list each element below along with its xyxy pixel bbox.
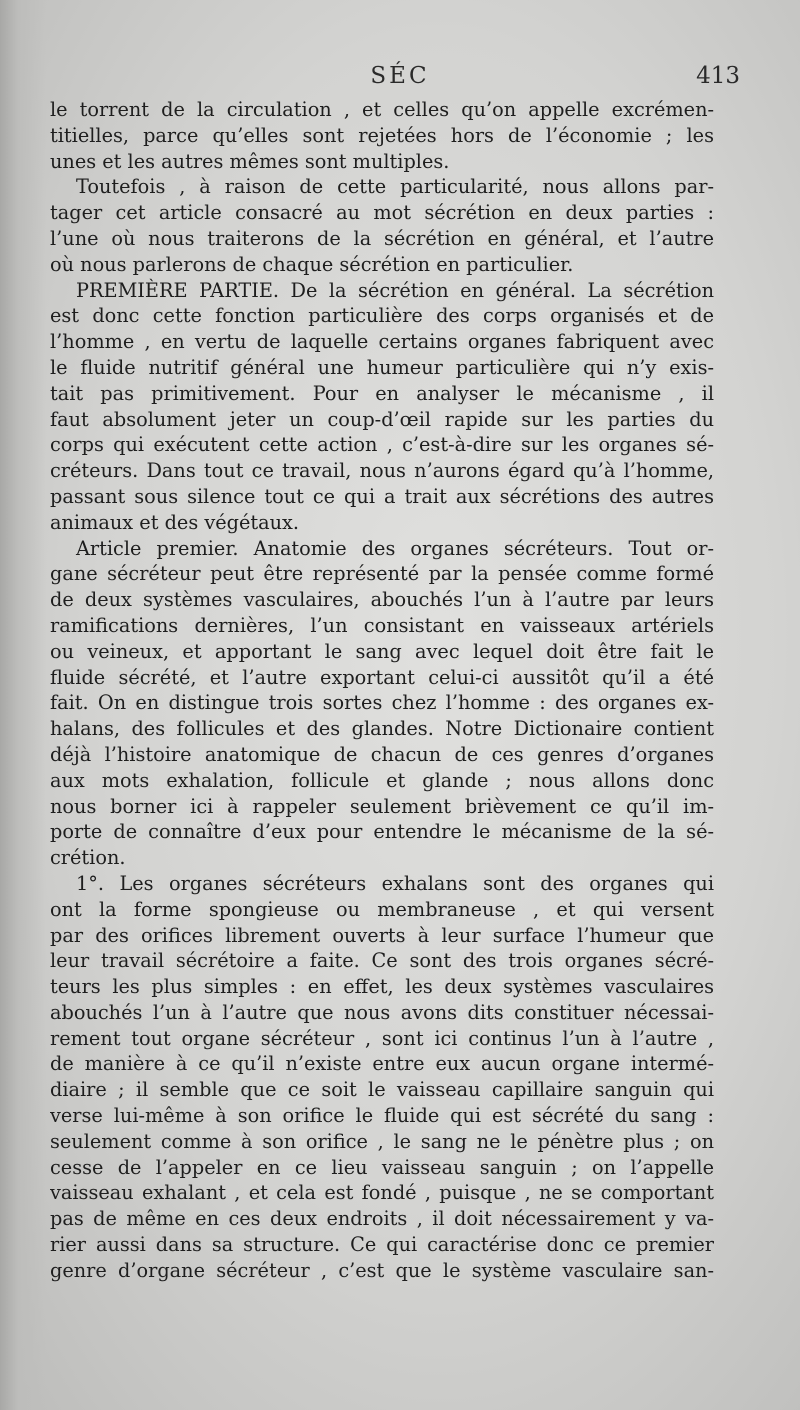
- text-line: passant sous silence tout ce qui a trait aux sécrétions des autres: [50, 484, 714, 508]
- text-line: [50, 1284, 714, 1310]
- text-line: porte de connaître d’eux pour entendre le mécanisme de la sé-: [50, 820, 714, 844]
- text-line: aux mots exhalation, follicule et glande ; nous allons donc: [50, 768, 714, 792]
- text-line: leur travail sécrétoire a faite. Ce sont des trois organes sécré-: [50, 949, 714, 973]
- text-line: titielles, parce qu’elles sont rejetées hors de l’économie ; les: [50, 123, 714, 147]
- text-line: nous borner ici à rappeler seulement brièvement ce qu’il im-: [50, 794, 714, 818]
- text-line: créteurs. Dans tout ce travail, nous n’aurons égard qu’à l’homme,: [50, 459, 714, 483]
- body-text: [50, 97, 714, 1309]
- text-line: est donc cette fonction particulière des corps organisés et de: [50, 304, 714, 328]
- text-line: fait. On en distingue trois sortes chez l’homme : des organes ex-: [50, 691, 714, 715]
- text-line: halans, des follicules et des glandes. Notre Dictionaire contient: [50, 717, 714, 741]
- text-line: pas de même en ces deux endroits , il doit nécessairement y va-: [50, 1207, 714, 1231]
- text-line: rier aussi dans sa structure. Ce qui caractérise donc ce premier: [50, 1233, 714, 1257]
- text-line: déjà l’histoire anatomique de chacun de ces genres d’organes: [50, 742, 714, 766]
- text-line: cesse de l’appeler en ce lieu vaisseau sanguin ; on l’appelle: [50, 1155, 714, 1179]
- text-line: tait pas primitivement. Pour en analyser le mécanisme , il: [50, 381, 714, 405]
- text-line: de manière à ce qu’il n’existe entre eux aucun organe intermé-: [50, 1052, 714, 1076]
- text-line: tager cet article consacré au mot sécrétion en deux parties :: [50, 201, 714, 225]
- text-line: teurs les plus simples : en effet, les deux systèmes vasculaires: [50, 975, 714, 999]
- text-line: gane sécréteur peut être représenté par la pensée comme formé: [50, 562, 714, 586]
- text-line: l’une où nous traiterons de la sécrétion en général, et l’autre: [50, 226, 714, 250]
- text-line: l’homme , en vertu de laquelle certains organes fabriquent avec: [50, 330, 714, 354]
- binding-gutter-shadow: [0, 0, 46, 1410]
- article-heading-line: Article premier. Anatomie des organes sécréteurs. Tout or-: [76, 536, 714, 560]
- text-line: le torrent de la circulation , et celles qu’on appelle excrémen-: [50, 98, 714, 121]
- section-heading-line: PREMIÈRE PARTIE. De la sécrétion en général. La sécrétion: [76, 278, 714, 302]
- text-line: verse lui-même à son orifice le fluide qui est sécrété du sang :: [50, 1104, 714, 1128]
- text-line: de deux systèmes vasculaires, abouchés l’un à l’autre par leurs: [50, 588, 714, 612]
- text-line: abouchés l’un à l’autre que nous avons dits constituer nécessai-: [50, 1000, 714, 1024]
- text-line: crétion.: [50, 846, 126, 870]
- text-line: unes et les autres mêmes sont multiples.: [50, 149, 450, 173]
- running-head: SÉC: [370, 63, 430, 89]
- text-line: rement tout organe sécréteur , sont ici continus l’un à l’autre ,: [50, 1026, 714, 1050]
- text-line: vaisseau exhalant , et cela est fondé , puisque , ne se comportant: [50, 1181, 714, 1205]
- text-line: diaire ; il semble que ce soit le vaisseau capillaire sanguin qui: [50, 1078, 714, 1102]
- text-line: Toutefois , à raison de cette particularité, nous allons par-: [76, 175, 714, 199]
- text-line: ont la forme spongieuse ou membraneuse , et qui versent: [50, 897, 714, 921]
- text-line: par des orifices librement ouverts à leur surface l’humeur que: [50, 923, 714, 947]
- text-line: corps qui exécutent cette action , c’est-à-dire sur les organes sé-: [50, 433, 714, 457]
- text-line: faut absolument jeter un coup-d’œil rapide sur les parties du: [50, 407, 714, 431]
- text-line: ramifications dernières, l’un consistant en vaisseaux artériels: [50, 613, 714, 637]
- text-line: animaux et des végétaux.: [50, 510, 300, 534]
- text-line: fluide sécrété, et l’autre exportant celui-ci aussitôt qu’il a été: [50, 665, 714, 689]
- text-line: seulement comme à son orifice , le sang ne le pénètre plus ; on: [50, 1129, 714, 1153]
- text-line: ou veineux, et apportant le sang avec lequel doit être fait le: [50, 639, 714, 663]
- text-line: genre d’organe sécréteur , c’est que le système vasculaire san-: [50, 1258, 714, 1282]
- page-header: [0, 63, 800, 97]
- text-line: le fluide nutritif général une humeur particulière qui n’y exis-: [50, 355, 714, 379]
- page-number: 413: [696, 63, 740, 89]
- text-line: où nous parlerons de chaque sécrétion en particulier.: [50, 252, 574, 276]
- numbered-paragraph-line: 1°. Les organes sécréteurs exhalans sont des organes qui: [76, 871, 714, 895]
